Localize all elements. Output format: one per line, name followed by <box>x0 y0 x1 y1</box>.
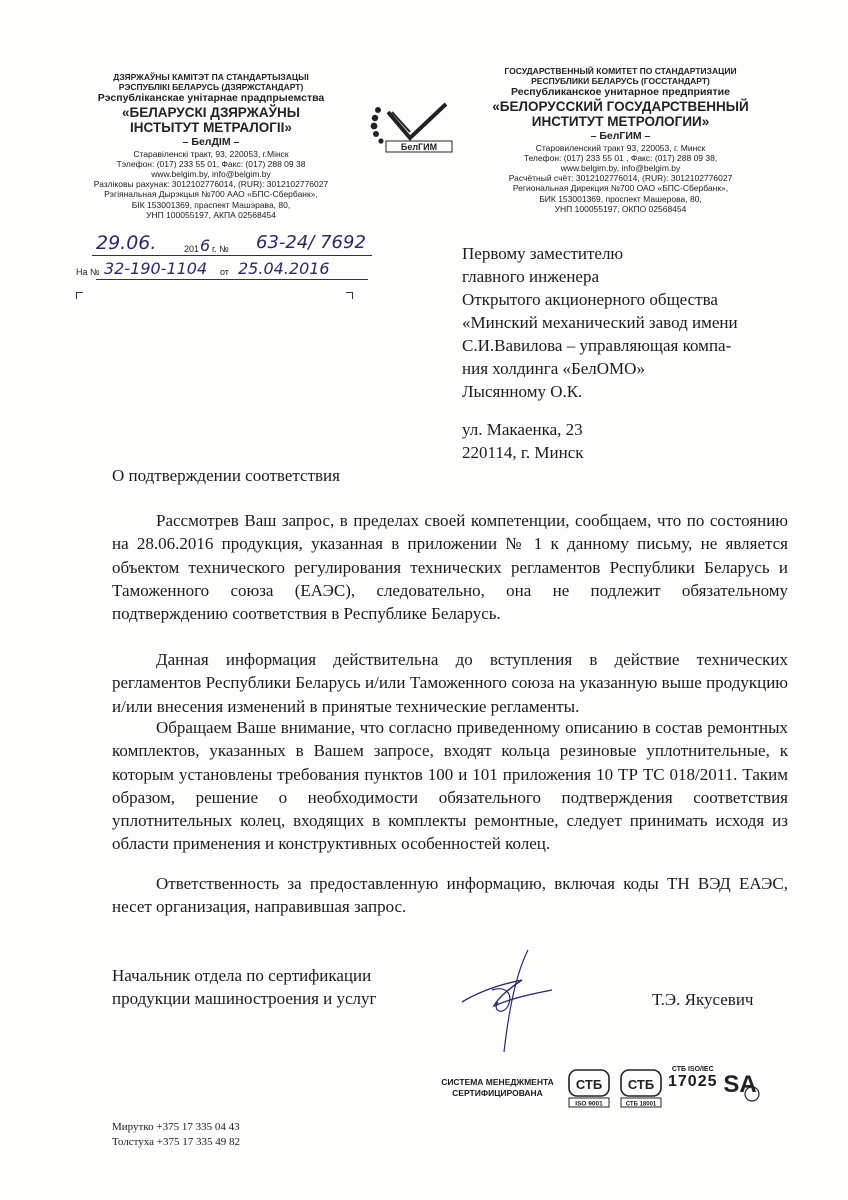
signatory-name: Т.Э. Якусевич <box>652 990 754 1009</box>
addressee-line: Лысянному О.К. <box>462 382 583 401</box>
web-by: www.belgim.by, info@belgim.by <box>151 168 271 179</box>
cert-badge-stb18001 <box>618 1068 664 1113</box>
cert-text-line1: СИСТЕМА МЕНЕДЖМЕНТА <box>441 1077 554 1087</box>
certification-statement <box>440 1077 555 1099</box>
address-ru: Старовиленский тракт 93, 220053, г. Минск <box>535 142 706 153</box>
body-paragraph-4: Ответственность за предоставленную информацию, включая коды ТН ВЭД ЕАЭС, несет организация, направившая запрос. <box>112 874 788 917</box>
accreditation-17025 <box>668 1066 718 1091</box>
account-ru: Расчётный счёт: 3012102776014, (RUR): 3012102776027 <box>508 173 733 184</box>
cert-text-line2: СЕРТИФИЦИРОВАНА <box>452 1088 543 1098</box>
address-line: ул. Макаенка, 23 <box>462 420 583 439</box>
org-short-ru: – БелГИМ – <box>590 130 651 142</box>
addressee-line: ния холдинга «БелОМО» <box>462 359 645 378</box>
reg-g-no: г. № <box>212 244 229 254</box>
ref-underline <box>96 279 368 280</box>
signatory-position <box>112 964 377 1010</box>
logo-text: БелГИМ <box>400 142 438 152</box>
addressee-line: Открытого акционерного общества <box>462 290 718 309</box>
web-ru: www.belgim.by, info@belgim.by <box>560 162 681 173</box>
org-name-ru-line2: ИНСТИТУТ МЕТРОЛОГИИ» <box>531 114 710 130</box>
badge1-mark: СТБ <box>575 1077 603 1092</box>
addressee-line: Первому заместителю <box>462 244 624 263</box>
position-line1: Начальник отдела по сертификации <box>112 966 372 985</box>
contacts <box>112 1120 240 1150</box>
org-short-by: – БелДІМ – <box>182 136 240 148</box>
reg-year-prefix: 201 <box>184 244 200 254</box>
handwritten-signature <box>452 940 572 1060</box>
body-paragraph-3: Обращаем Ваше внимание, что согласно приведенному описанию в состав ремонтных комплектов, указанных в Вашем запросе, входят кольца резиновые уплотнительные, к которым установлены требования пунктов 100 и 101 приложения 10 ТР ТС 018/2011. Таким образом, решение о необходимости обязательного подтверждения соответствия уплотнительных колец, входящих в комплекты ремонтные, следует принимать исходя из области применения и конструктивных особенностей колец. <box>112 718 788 854</box>
letter-subject: О подтверждении соответствия <box>112 466 340 485</box>
unp-ru: УНП 100055197, ОКПО 02568454 <box>554 203 687 214</box>
addressee-line: «Минский механический завод имени <box>462 313 738 332</box>
badge2-mark: СТБ <box>627 1077 655 1092</box>
org-name-by-line1: «БЕЛАРУСКІ ДЗЯРЖАЎНЫ <box>122 104 300 120</box>
body-paragraph-2: Данная информация действительна до вступления в действие технических регламентов Республики Беларусь и/или Таможенного союза на указанную выше продукцию и/или внесения изменений в принятые технические регламенты. <box>112 650 788 716</box>
phone-by: Тэлефон: (017) 233 55 01, Факс: (017) 288 09 38 <box>116 158 306 169</box>
address-by: Старавіленскі тракт, 93, 220053, г.Мінск <box>133 148 289 159</box>
reg-date-underline <box>92 255 372 256</box>
belgim-logo <box>366 98 454 154</box>
phone-ru: Телефон: (017) 233 55 01 , Факс: (017) 288 09 38, <box>523 152 718 163</box>
contact-line: Мирутко +375 17 335 04 43 <box>112 1121 240 1133</box>
accred-top: СТБ ISO/IEC <box>671 1066 714 1073</box>
addressee-block <box>462 242 792 403</box>
addressee-line: главного инженера <box>462 267 600 286</box>
addressee-line: С.И.Вавилова – управляющая компа- <box>462 336 732 355</box>
bank-by-1: Рэгіянальная Дырэкцыя №700 ААО «БПС-Сбербанк», <box>104 189 318 200</box>
enterprise-type-by: Рэспубліканскае унітарнае прадпрыемства <box>97 92 325 105</box>
accred-number: 17025 <box>668 1073 718 1090</box>
unp-by: УНП 100055197, АКПА 02568454 <box>146 209 276 220</box>
bank-ru-2: БИК 153001369, проспект Машерова, 80, <box>539 193 702 204</box>
position-line2: продукции машиностроения и услуг <box>112 989 377 1008</box>
reg-year-suffix: 6 <box>200 236 211 255</box>
letterhead-left <box>76 72 346 220</box>
ref-ot: от <box>220 267 229 277</box>
badge1-label: ISO 9001 <box>575 1100 603 1108</box>
bank-by-2: БІК 153001369, праспект Машэрава, 80, <box>131 199 291 210</box>
cert-badge-iso9001 <box>566 1068 612 1113</box>
address-line: 220114, г. Минск <box>462 443 584 462</box>
addressee-street <box>462 418 792 464</box>
corner-mark-right <box>346 292 353 299</box>
body-paragraph-1: Рассмотрев Ваш запрос, в пределах своей компетенции, сообщаем, что по состоянию на 28.06.2016 продукция, указанная в приложении № 1 к данному письму, не является объектом технического регулирования технических регламентов Республики Беларусь и Таможенного союза (ЕАЭС), следовательно, она не подлежит обязательному подтверждению соответствия в Республике Беларусь. <box>112 511 788 624</box>
contact-line: Толстуха +375 17 335 49 82 <box>112 1136 240 1148</box>
reg-number: 63-24/ 7692 <box>256 232 366 253</box>
accreditation-sa-mark <box>722 1064 762 1109</box>
sa-mark-text: SA <box>723 1071 757 1098</box>
badge2-label: СТБ 18001 <box>625 1101 657 1108</box>
org-name-by-line2: ІНСТЫТУТ МЕТРАЛОГІІ» <box>130 120 292 136</box>
ref-number: 32-190-1104 <box>104 259 208 278</box>
committee-by: ДЗЯРЖАЎНЫ КАМІТЭТ ПА СТАНДАРТЫЗАЦЫІ РЭСПУБЛІКІ БЕЛАРУСЬ (ДЗЯРЖСТАНДАРТ) <box>113 72 309 93</box>
corner-mark-left <box>76 292 83 299</box>
committee-ru-2: РЕСПУБЛИКИ БЕЛАРУСЬ (ГОССТАНДАРТ) <box>531 76 710 87</box>
committee-ru-1: ГОСУДАРСТВЕННЫЙ КОМИТЕТ ПО СТАНДАРТИЗАЦИИ <box>504 66 737 76</box>
letterhead-right <box>478 66 763 214</box>
ref-date: 25.04.2016 <box>238 259 330 278</box>
ref-prefix: На № <box>76 267 100 277</box>
org-name-ru-line1: «БЕЛОРУССКИЙ ГОСУДАРСТВЕННЫЙ <box>492 98 749 114</box>
reg-date-day: 29.06. <box>96 232 157 254</box>
account-by: Разліковы рахунак: 3012102776014, (RUR): 3012102776027 <box>93 179 329 190</box>
bank-ru-1: Региональная Дирекция №700 ОАО «БПС-Сбербанк», <box>512 183 729 194</box>
enterprise-type-ru: Республиканское унитарное предприятие <box>511 86 730 99</box>
